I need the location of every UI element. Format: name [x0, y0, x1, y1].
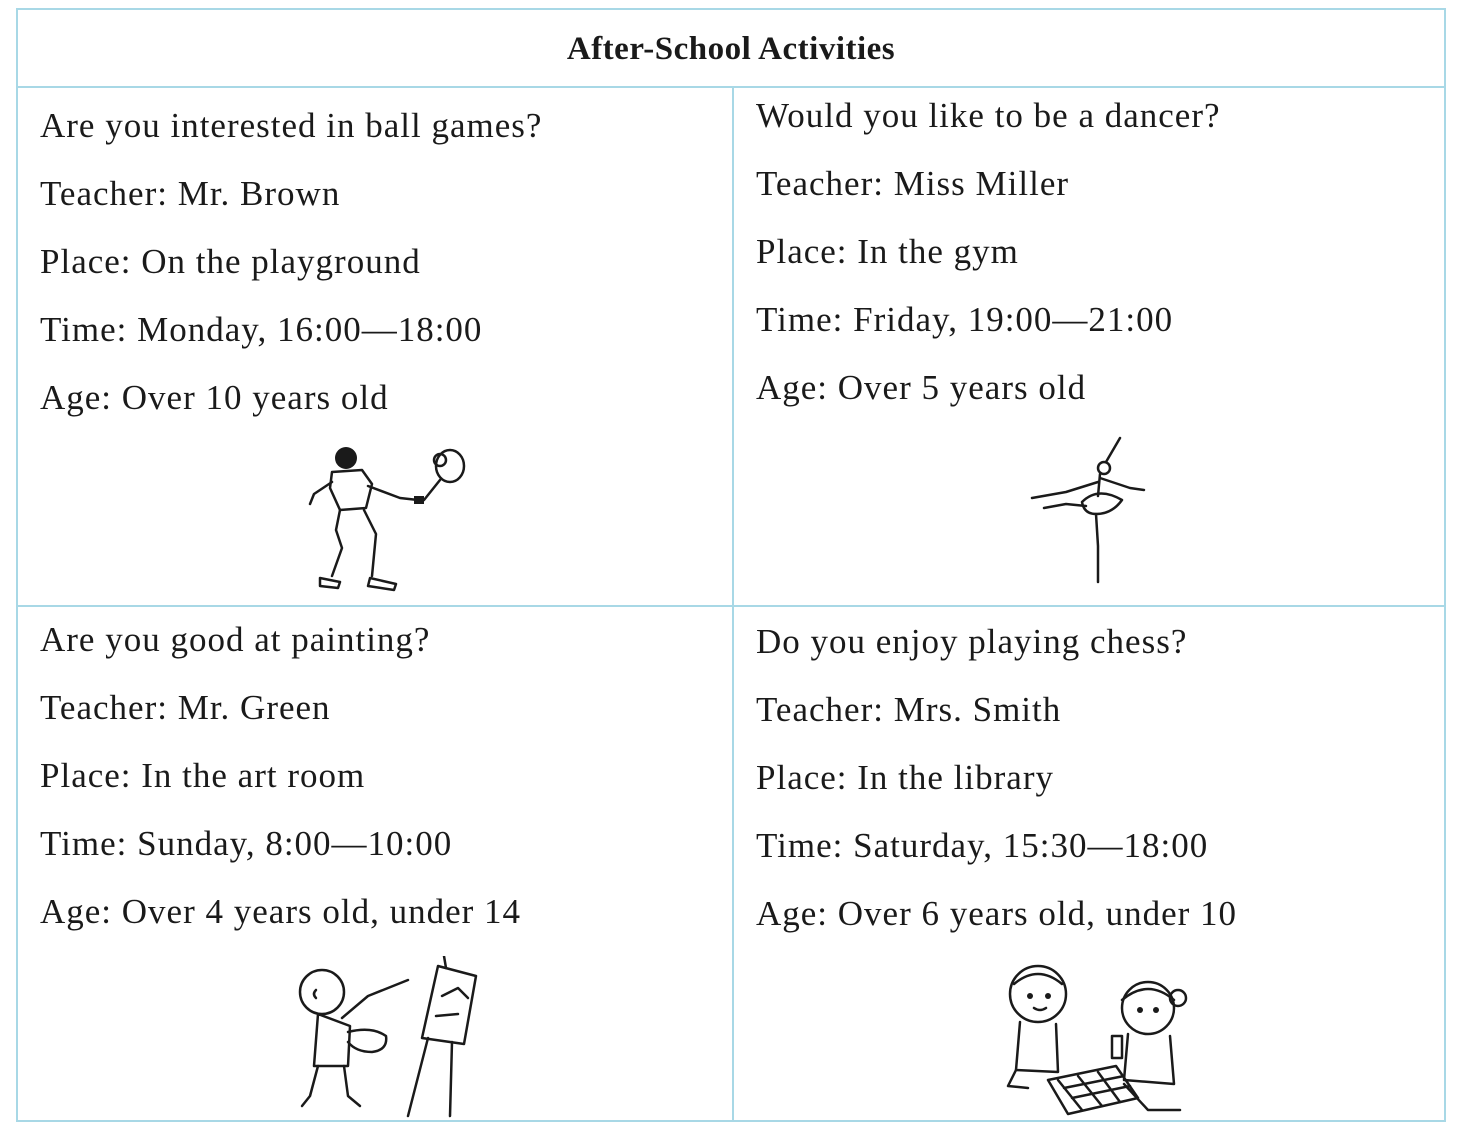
activity-cell-dance — [756, 82, 1456, 422]
activity-teacher: Teacher: Mr. Brown — [40, 174, 341, 213]
activity-question: Would you like to be a dancer? — [756, 96, 1221, 135]
activity-question: Do you enjoy playing chess? — [756, 622, 1188, 661]
activity-place: Place: On the playground — [40, 242, 421, 281]
activity-time: Time: Monday, 16:00—18:00 — [40, 310, 483, 349]
activity-age: Age: Over 10 years old — [40, 378, 389, 417]
activity-place: Place: In the art room — [40, 756, 366, 795]
activity-time: Time: Friday, 19:00—21:00 — [756, 300, 1174, 339]
activity-question: Are you good at painting? — [40, 620, 431, 659]
title-row — [18, 10, 1444, 88]
activity-age: Age: Over 5 years old — [756, 368, 1087, 407]
activity-age: Age: Over 6 years old, under 10 — [756, 894, 1238, 933]
page-title: After-School Activities — [566, 30, 896, 67]
activity-teacher: Teacher: Mr. Green — [40, 688, 331, 727]
activity-time: Time: Sunday, 8:00—10:00 — [40, 824, 453, 863]
activity-age: Age: Over 4 years old, under 14 — [40, 892, 522, 931]
activity-teacher: Teacher: Miss Miller — [756, 164, 1070, 203]
ballet-dancer-icon — [1026, 434, 1156, 594]
activity-cell-ball-games — [40, 92, 740, 432]
activity-time: Time: Saturday, 15:30—18:00 — [756, 826, 1209, 865]
activity-cell-chess — [756, 608, 1456, 948]
activity-place: Place: In the library — [756, 758, 1054, 797]
activity-place: Place: In the gym — [756, 232, 1019, 271]
painter-easel-icon — [288, 956, 478, 1118]
activity-teacher: Teacher: Mrs. Smith — [756, 690, 1062, 729]
activity-cell-painting — [40, 606, 740, 946]
activity-question: Are you interested in ball games? — [40, 106, 543, 145]
tennis-player-icon — [280, 438, 480, 598]
children-chess-icon — [998, 960, 1198, 1120]
activities-table — [16, 8, 1446, 1122]
